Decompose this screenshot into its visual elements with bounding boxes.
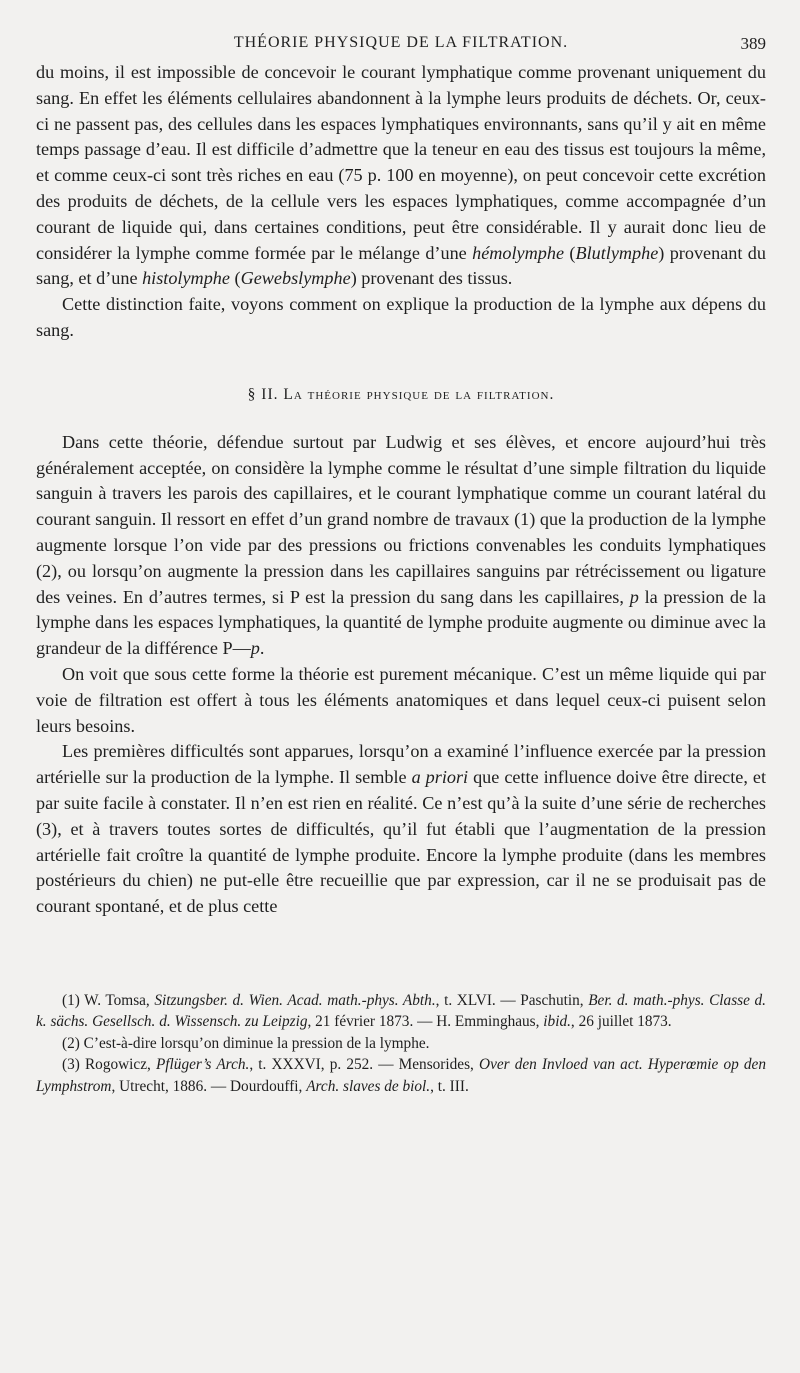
body-text xyxy=(36,60,766,920)
section-title: La théorie physique de la filtration. xyxy=(283,385,555,403)
text-run: ) provenant du sang, et d’une xyxy=(36,242,766,289)
italic-text: histolymphe xyxy=(142,268,230,289)
text-run: ( xyxy=(229,268,241,289)
text-run: Cette distinction faite, voyons comment on explique la production de la lymphe aux dépens du sang. xyxy=(36,294,766,340)
italic-text: Sitzungsber. d. Wien. Acad. math.-phys. Abth. xyxy=(154,991,436,1009)
text-run: , t. XLVI. — Paschutin, xyxy=(435,991,589,1009)
italic-text: Over den Invloed van act. Hyperœmie op den Lymphstrom xyxy=(36,1056,766,1095)
text-run: Les premières difficultés sont apparues, lorsqu’on a examiné l’influence exercée par la pression artérielle sur la production de la lymphe. Il semble xyxy=(36,741,766,788)
text-run: que cette influence doive être directe, et par suite facile à constater. Il n’en est rien en réalité. Ce n’est qu’à la suite d’une série de recherches (3), et à travers toutes sortes de difficultés, qu’il fut établi que l’augmentation de la pression artérielle fait croître la quantité de lymphe produite. Encore la lymphe produite (dans les membres postérieurs du chien) ne put-elle être recueillie que par expression, car il ne se produisait pas de courant spontané, et de plus cette xyxy=(36,767,766,917)
italic-text: Gewebslymphe xyxy=(240,268,351,289)
text-run: , 26 juillet 1873. xyxy=(570,1013,672,1031)
italic-text: hémolymphe xyxy=(472,242,565,263)
text-run: du moins, il est impossible de concevoir le courant lymphatique comme provenant uniquement du sang. En effet les éléments cellulaires abandonnent à la lymphe leurs produits de déchets. Or, ceux-ci ne passent pas, des cellules dans les espaces lymphatiques environnants, sans qu’il y ait en même temps passage d’eau. Il est difficile d’admettre que la teneur en eau des tissus est toujours la même, et comme ceux-ci sont très riches en eau (75 p. 100 en moyenne), on peut concevoir cette excrétion des produits de déchets, de la cellule vers les espaces lymphatiques, comme accompagnée d’un courant de liquide qui, dans certaines conditions, peut être considérable. Il y aurait donc lieu de considérer la lymphe comme formée par le mélange d’une xyxy=(36,62,766,263)
text-run: ( xyxy=(564,242,576,263)
text-run: , Utrecht, 1886. — Dourdouffi, xyxy=(111,1077,307,1095)
text-run: , 21 février 1873. — H. Emminghaus, xyxy=(307,1013,544,1031)
paragraph xyxy=(36,430,766,662)
text-run: (1) W. Tomsa, xyxy=(62,991,155,1009)
section-heading xyxy=(36,386,766,404)
running-title: THÉORIE PHYSIQUE DE LA FILTRATION. xyxy=(233,34,569,51)
text-run: , t. XXXVI, p. 252. — Mensorides, xyxy=(249,1056,480,1074)
italic-text: p xyxy=(250,638,260,659)
footnote xyxy=(36,1054,766,1097)
section-number: § II. xyxy=(247,385,279,403)
footnote xyxy=(36,1033,766,1055)
footnotes xyxy=(36,990,766,1098)
text-run: , t. III. xyxy=(430,1077,469,1095)
text-run: (3) Rogowicz, xyxy=(62,1056,156,1074)
text-run: ) provenant des tissus. xyxy=(350,268,513,289)
italic-text: a priori xyxy=(411,767,469,788)
italic-text: Arch. slaves de biol. xyxy=(306,1077,431,1095)
paragraph xyxy=(36,292,766,344)
running-header xyxy=(36,26,766,60)
italic-text: p xyxy=(629,586,639,607)
text-run: On voit que sous cette forme la théorie est purement mécanique. C’est un même liquide qui par voie de filtration est offert à tous les éléments anatomiques et dans lequel ceux-ci puisent selon leurs besoins. xyxy=(36,663,766,736)
paragraph xyxy=(36,662,766,739)
page-number: 389 xyxy=(740,34,766,53)
italic-text: Ber. d. math.-phys. Classe d. k. sächs. Gesellsch. d. Wissensch. zu Leipzig xyxy=(36,991,766,1031)
page xyxy=(36,26,766,1097)
italic-text: ibid. xyxy=(543,1013,571,1031)
text-run: Dans cette théorie, défendue surtout par Ludwig et ses élèves, et encore aujourd’hui très généralement acceptée, on considère la lymphe comme le résultat d’une simple filtration du liquide sanguin à travers les parois des capillaires, et le courant lymphatique comme un courant latéral du courant sanguin. Il ressort en effet d’un grand nombre de travaux (1) que la production de la lymphe augmente lorsque l’on vide par des pressions ou frictions convenables les conduits lymphatiques (2), ou lorsqu’on augmente la pression dans les capillaires sanguins par rétrécissement ou ligature des veines. En d’autres termes, si P est la pression du sang dans les capillaires, xyxy=(36,431,766,607)
italic-text: Blutlymphe xyxy=(575,242,659,263)
paragraph xyxy=(36,60,766,292)
text-run: la pression de la lymphe dans les espaces lymphatiques, la quantité de lymphe produite augmente ou diminue avec la grandeur de la différence P— xyxy=(36,586,766,659)
text-run: (2) C’est-à-dire lorsqu’on diminue la pression de la lymphe. xyxy=(62,1034,430,1052)
text-run: . xyxy=(259,638,265,659)
italic-text: Pflüger’s Arch. xyxy=(155,1056,250,1074)
footnote xyxy=(36,990,766,1033)
paragraph xyxy=(36,739,766,920)
